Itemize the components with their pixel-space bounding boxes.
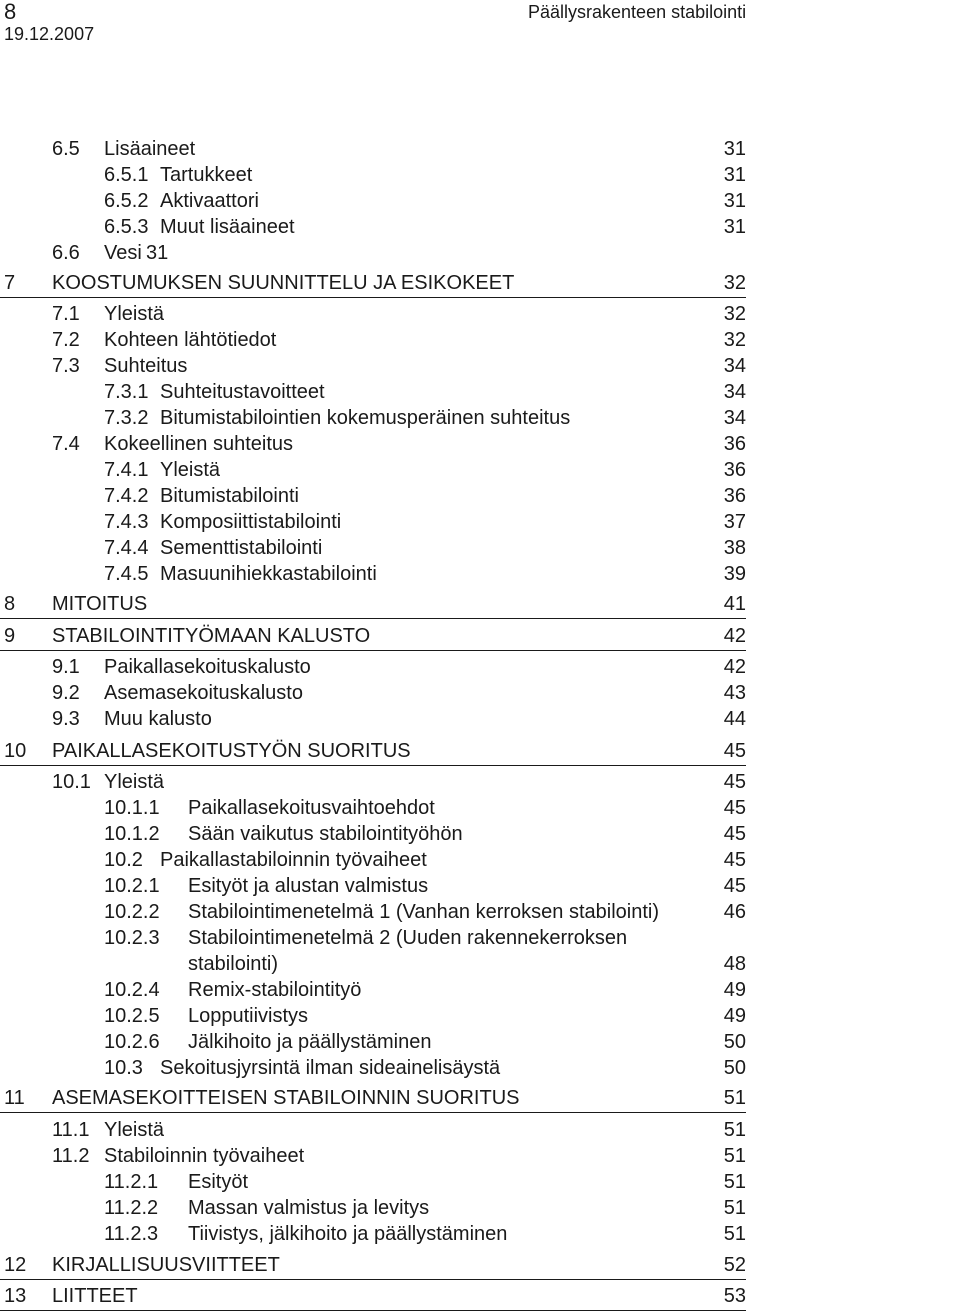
toc-entry-page: 32 — [723, 303, 746, 325]
toc-entry-number: 6.5.1 — [104, 164, 149, 186]
toc-entry-number: 7.3.2 — [104, 407, 149, 429]
toc-entry-title: KOOSTUMUKSEN SUUNNITTELU JA ESIKOKEET — [52, 272, 515, 294]
toc-entry-page: 45 — [723, 771, 746, 793]
toc-entry[interactable] — [0, 431, 746, 457]
toc-entry-page: 51 — [723, 1171, 746, 1193]
toc-entry[interactable] — [0, 1003, 746, 1029]
toc-entry-title: Remix-stabilointityö — [188, 979, 362, 1001]
toc-entry-page: 31 — [723, 216, 746, 238]
toc-entry-page: 51 — [723, 1197, 746, 1219]
document-date: 19.12.2007 — [4, 24, 95, 44]
toc-entry-number: 10.2 — [104, 849, 143, 871]
toc-entry-title: Yleistä — [104, 1119, 165, 1141]
toc-entry-title: Esityöt ja alustan valmistus — [188, 875, 429, 897]
toc-entry-title: Kokeellinen suhteitus — [104, 433, 294, 455]
toc-entry-page: 44 — [723, 708, 746, 730]
toc-entry-title: Jälkihoito ja päällystäminen — [188, 1031, 432, 1053]
toc-entry-number: 10.2.6 — [104, 1031, 160, 1053]
toc-entry-number: 10.1.2 — [104, 823, 160, 845]
toc-entry-number: 10.3 — [104, 1057, 143, 1079]
toc-entry-title: Stabiloinnin työvaiheet — [104, 1145, 305, 1167]
toc-entry-title: Stabilointimenetelmä 1 (Vanhan kerroksen stabilointi) — [188, 901, 659, 923]
toc-entry-title: Massan valmistus ja levitys — [188, 1197, 430, 1219]
toc-entry[interactable] — [0, 925, 746, 951]
toc-entry[interactable] — [0, 353, 746, 379]
toc-entry-number: 7.4 — [52, 433, 80, 455]
toc-entry-number: 10.1 — [52, 771, 91, 793]
toc-entry-number: 7.1 — [52, 303, 80, 325]
toc-entry[interactable] — [0, 951, 746, 977]
toc-entry-number: 11.2 — [52, 1145, 90, 1167]
toc-entry-number: 7.4.4 — [104, 537, 149, 559]
toc-entry[interactable] — [0, 327, 746, 353]
toc-entry-number: 7.3 — [52, 355, 80, 377]
toc-chapter-entry[interactable] — [0, 1252, 746, 1280]
toc-entry-number: 10.2.3 — [104, 927, 160, 949]
toc-entry[interactable] — [0, 1029, 746, 1055]
toc-entry-page: 42 — [723, 625, 746, 647]
toc-entry-title: Sekoitusjyrsintä ilman sideainelisäystä — [160, 1057, 501, 1079]
toc-entry-title: Sään vaikutus stabilointityöhön — [188, 823, 463, 845]
running-title: Päällysrakenteen stabilointi — [528, 2, 747, 22]
toc-entry-title: Muu kalusto — [104, 708, 212, 730]
toc-entry-page: 31 — [723, 190, 746, 212]
toc-entry[interactable] — [0, 136, 746, 162]
toc-entry-number: 11 — [4, 1087, 25, 1109]
toc-entry[interactable] — [0, 457, 746, 483]
toc-entry-number: 10 — [4, 740, 27, 762]
toc-entry-title: KIRJALLISUUSVIITTEET — [52, 1254, 280, 1276]
toc-entry-page: 52 — [723, 1254, 746, 1276]
toc-entry-number: 10.2.2 — [104, 901, 160, 923]
toc-chapter-entry[interactable] — [0, 1085, 746, 1113]
toc-entry-page: 39 — [723, 563, 746, 585]
toc-entry-title: Aktivaattori — [160, 190, 259, 212]
toc-entry-title: Tartukkeet — [160, 164, 253, 186]
toc-entry-number: 11.2.3 — [104, 1223, 159, 1245]
toc-entry-page: 45 — [723, 823, 746, 845]
toc-entry[interactable] — [0, 899, 746, 925]
toc-entry[interactable] — [0, 847, 746, 873]
toc-entry[interactable] — [0, 483, 746, 509]
toc-entry[interactable] — [0, 977, 746, 1003]
toc-entry[interactable] — [0, 680, 746, 706]
toc-entry[interactable] — [0, 1143, 746, 1169]
toc-entry[interactable] — [0, 1195, 746, 1221]
toc-entry[interactable] — [0, 405, 746, 431]
toc-entry-page: 51 — [723, 1087, 746, 1109]
toc-entry-page: 34 — [723, 407, 746, 429]
toc-entry-page: 48 — [723, 953, 746, 975]
toc-entry-page: 45 — [723, 740, 746, 762]
toc-entry-title: Masuunihiekkastabilointi — [160, 563, 377, 585]
toc-entry-number: 10.2.4 — [104, 979, 160, 1001]
toc-entry-page: 50 — [723, 1031, 746, 1053]
toc-entry[interactable] — [0, 162, 746, 188]
toc-entry-number: 7.4.2 — [104, 485, 149, 507]
toc-entry-number: 10.1.1 — [104, 797, 160, 819]
toc-entry-page: 34 — [723, 381, 746, 403]
toc-entry-title: LIITTEET — [52, 1285, 138, 1307]
toc-entry[interactable] — [0, 1169, 746, 1195]
toc-entry-number: 9.1 — [52, 656, 80, 678]
toc-entry-title: ASEMASEKOITTEISEN STABILOINNIN SUORITUS — [52, 1087, 520, 1109]
toc-chapter-entry[interactable] — [0, 1283, 746, 1311]
toc-entry-number: 6.5.2 — [104, 190, 149, 212]
toc-entry-number: 10.2.5 — [104, 1005, 160, 1027]
toc-entry-page: 36 — [723, 485, 746, 507]
toc-entry-title: Paikallasekoituskalusto — [104, 656, 311, 678]
toc-entry-title: Kohteen lähtötiedot — [104, 329, 277, 351]
toc-entry-page: 37 — [723, 511, 746, 533]
toc-entry-title: Stabilointimenetelmä 2 (Uuden rakennekerroksen — [188, 927, 628, 949]
toc-chapter-entry[interactable] — [0, 738, 746, 766]
toc-entry-page: 49 — [723, 979, 746, 1001]
toc-entry-page: 42 — [723, 656, 746, 678]
toc-entry-page: 34 — [723, 355, 746, 377]
toc-entry-number: 11.2.2 — [104, 1197, 159, 1219]
toc-entry-number: 7.4.3 — [104, 511, 149, 533]
toc-entry-number: 6.5 — [52, 138, 80, 160]
toc-entry-title: stabilointi) — [188, 953, 279, 975]
toc-entry-page: 51 — [723, 1119, 746, 1141]
toc-entry[interactable] — [0, 188, 746, 214]
toc-entry-title: Suhteitus — [104, 355, 188, 377]
toc-entry[interactable] — [0, 706, 746, 732]
toc-entry-page: 41 — [723, 593, 746, 615]
toc-entry[interactable] — [0, 769, 746, 795]
toc-entry-number: 7.3.1 — [104, 381, 149, 403]
page-number: 8 — [4, 0, 17, 24]
toc-entry-number: 7.4.5 — [104, 563, 149, 585]
toc-entry-page: 46 — [723, 901, 746, 923]
toc-entry[interactable] — [0, 509, 746, 535]
toc-entry-page: 49 — [723, 1005, 746, 1027]
toc-entry-title: STABILOINTITYÖMAAN KALUSTO — [52, 625, 371, 647]
toc-entry-number: 13 — [4, 1285, 27, 1307]
toc-entry-page: 45 — [723, 797, 746, 819]
toc-entry-title: Paikallasekoitusvaihtoehdot — [188, 797, 435, 819]
toc-entry-title: Yleistä — [104, 771, 165, 793]
toc-entry-page: 36 — [723, 433, 746, 455]
toc-entry-page: 31 — [723, 164, 746, 186]
toc-entry-number: 9 — [4, 625, 16, 647]
toc-entry-title: Paikallastabiloinnin työvaiheet — [160, 849, 427, 871]
toc-entry[interactable] — [0, 1055, 746, 1081]
toc-entry-page: 53 — [723, 1285, 746, 1307]
toc-entry-title: Asemasekoituskalusto — [104, 682, 303, 704]
toc-entry[interactable] — [0, 873, 746, 899]
toc-entry[interactable] — [0, 379, 746, 405]
toc-entry-title: Esityöt — [188, 1171, 249, 1193]
toc-entry-number: 11.2.1 — [104, 1171, 159, 1193]
toc-entry-title: PAIKALLASEKOITUSTYÖN SUORITUS — [52, 740, 411, 762]
toc-entry-number: 9.3 — [52, 708, 80, 730]
toc-entry[interactable] — [0, 821, 746, 847]
toc-entry-title: MITOITUS — [52, 593, 148, 615]
toc-entry-page: 32 — [723, 329, 746, 351]
toc-entry-number: 11.1 — [52, 1119, 90, 1141]
toc-entry-number: 7.4.1 — [104, 459, 149, 481]
toc-entry[interactable] — [0, 1117, 746, 1143]
toc-chapter-entry[interactable] — [0, 623, 746, 651]
toc-entry[interactable] — [0, 240, 746, 266]
toc-entry-page: 38 — [723, 537, 746, 559]
toc-entry-page: 50 — [723, 1057, 746, 1079]
toc-entry-page: 51 — [723, 1145, 746, 1167]
toc-entry-title: Yleistä — [160, 459, 221, 481]
toc-chapter-entry[interactable] — [0, 591, 746, 619]
toc-entry-title: Bitumistabilointi — [160, 485, 299, 507]
toc-entry-number: 6.6 — [52, 242, 80, 264]
toc-entry[interactable] — [0, 795, 746, 821]
toc-entry-page: 31 — [146, 242, 169, 264]
toc-entry-number: 7.2 — [52, 329, 80, 351]
toc-chapter-entry[interactable] — [0, 270, 746, 298]
toc-entry-title: Bitumistabilointien kokemusperäinen suhteitus — [160, 407, 571, 429]
toc-entry-number: 7 — [4, 272, 16, 294]
toc-entry-number: 9.2 — [52, 682, 80, 704]
toc-entry-number: 10.2.1 — [104, 875, 160, 897]
toc-entry-page: 32 — [723, 272, 746, 294]
toc-entry[interactable] — [0, 535, 746, 561]
toc-entry-number: 8 — [4, 593, 16, 615]
toc-entry-number: 6.5.3 — [104, 216, 149, 238]
toc-entry-page: 51 — [723, 1223, 746, 1245]
toc-entry-title: Yleistä — [104, 303, 165, 325]
toc-entry-page: 45 — [723, 849, 746, 871]
toc-entry-title: Suhteitustavoitteet — [160, 381, 325, 403]
toc-entry[interactable] — [0, 561, 746, 587]
toc-entry-title: Tiivistys, jälkihoito ja päällystäminen — [188, 1223, 508, 1245]
toc-entry-number: 12 — [4, 1254, 27, 1276]
toc-entry-page: 36 — [723, 459, 746, 481]
toc-entry[interactable] — [0, 654, 746, 680]
toc-entry-title: Sementtistabilointi — [160, 537, 323, 559]
toc-entry-page: 45 — [723, 875, 746, 897]
toc-entry-title: Muut lisäaineet — [160, 216, 295, 238]
toc-entry-page: 43 — [723, 682, 746, 704]
toc-entry[interactable] — [0, 214, 746, 240]
toc-entry[interactable] — [0, 301, 746, 327]
toc-entry-title: Vesi — [104, 242, 142, 264]
toc-entry[interactable] — [0, 1221, 746, 1247]
toc-entry-title: Lisäaineet — [104, 138, 196, 160]
toc-entry-page: 31 — [723, 138, 746, 160]
toc-entry-title: Lopputiivistys — [188, 1005, 309, 1027]
toc-entry-title: Komposiittistabilointi — [160, 511, 342, 533]
